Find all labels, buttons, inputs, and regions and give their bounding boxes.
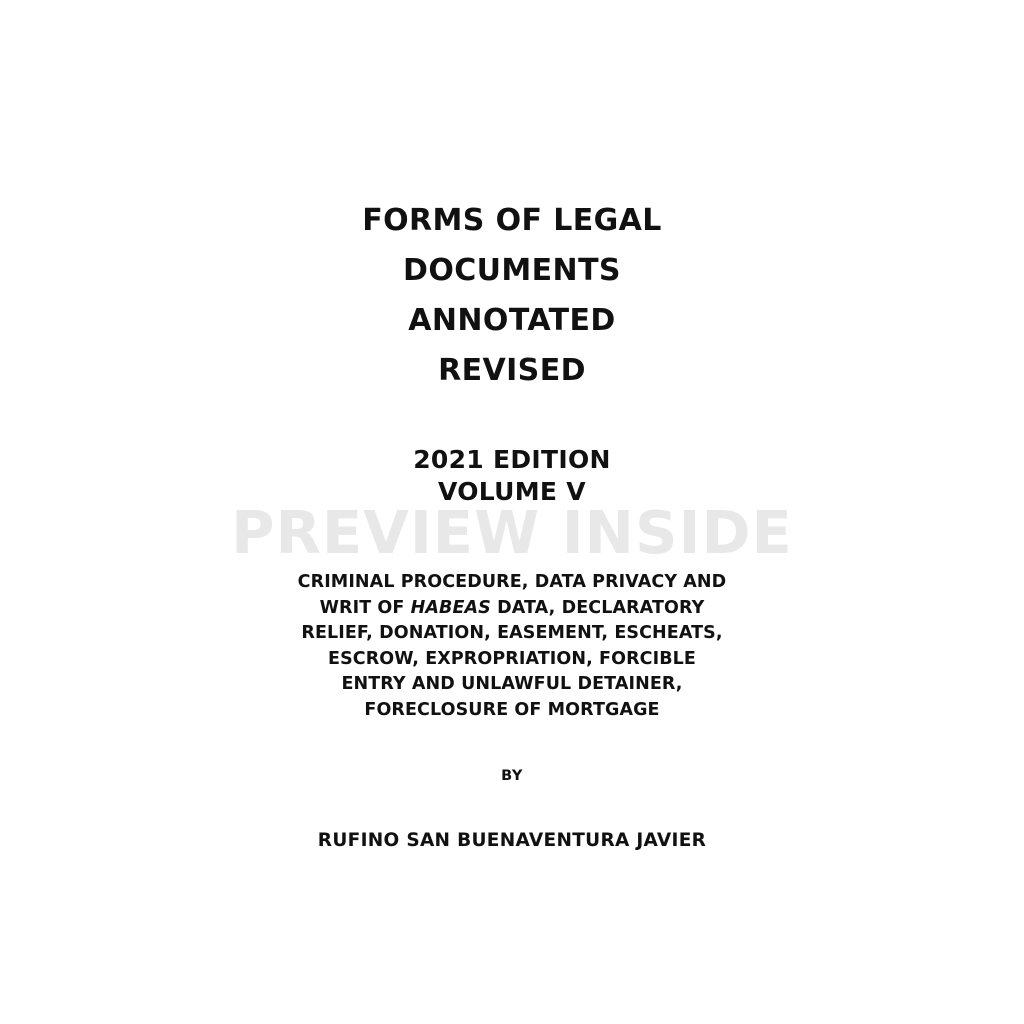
subject-line-2-before: WRIT OF (319, 597, 411, 618)
author-section (0, 830, 1024, 851)
title-line-1: FORMS OF LEGAL (362, 203, 662, 238)
title-line-2: DOCUMENTS (403, 253, 621, 288)
book-title (0, 0, 1024, 396)
title-line-4: REVISED (438, 353, 586, 388)
subject-line-2-after: DATA, DECLARATORY (490, 597, 705, 618)
by-label: BY (501, 768, 523, 784)
edition-info (0, 444, 1024, 508)
title-line-3: ANNOTATED (408, 303, 616, 338)
edition-year: 2021 EDITION (413, 445, 611, 474)
subject-line-5: ENTRY AND UNLAWFUL DETAINER, (341, 674, 683, 694)
volume-number: VOLUME V (438, 477, 586, 506)
by-section (0, 768, 1024, 784)
subject-line-6: FORECLOSURE OF MORTGAGE (364, 699, 660, 720)
author-name: RUFINO SAN BUENAVENTURA JAVIER (317, 830, 707, 851)
subject-line-3: RELIEF, DONATION, EASEMENT, ESCHEATS, (301, 623, 723, 643)
preview-watermark: PREVIEW INSIDE (231, 498, 793, 567)
subject-line-4: ESCROW, EXPROPRIATION, FORCIBLE (328, 648, 696, 669)
subject-line-1: CRIMINAL PROCEDURE, DATA PRIVACY AND (297, 572, 727, 592)
subject-line-2-italic: HABEAS (410, 597, 491, 618)
subject-line-2 (0, 596, 1024, 622)
subject-list (0, 570, 1024, 723)
